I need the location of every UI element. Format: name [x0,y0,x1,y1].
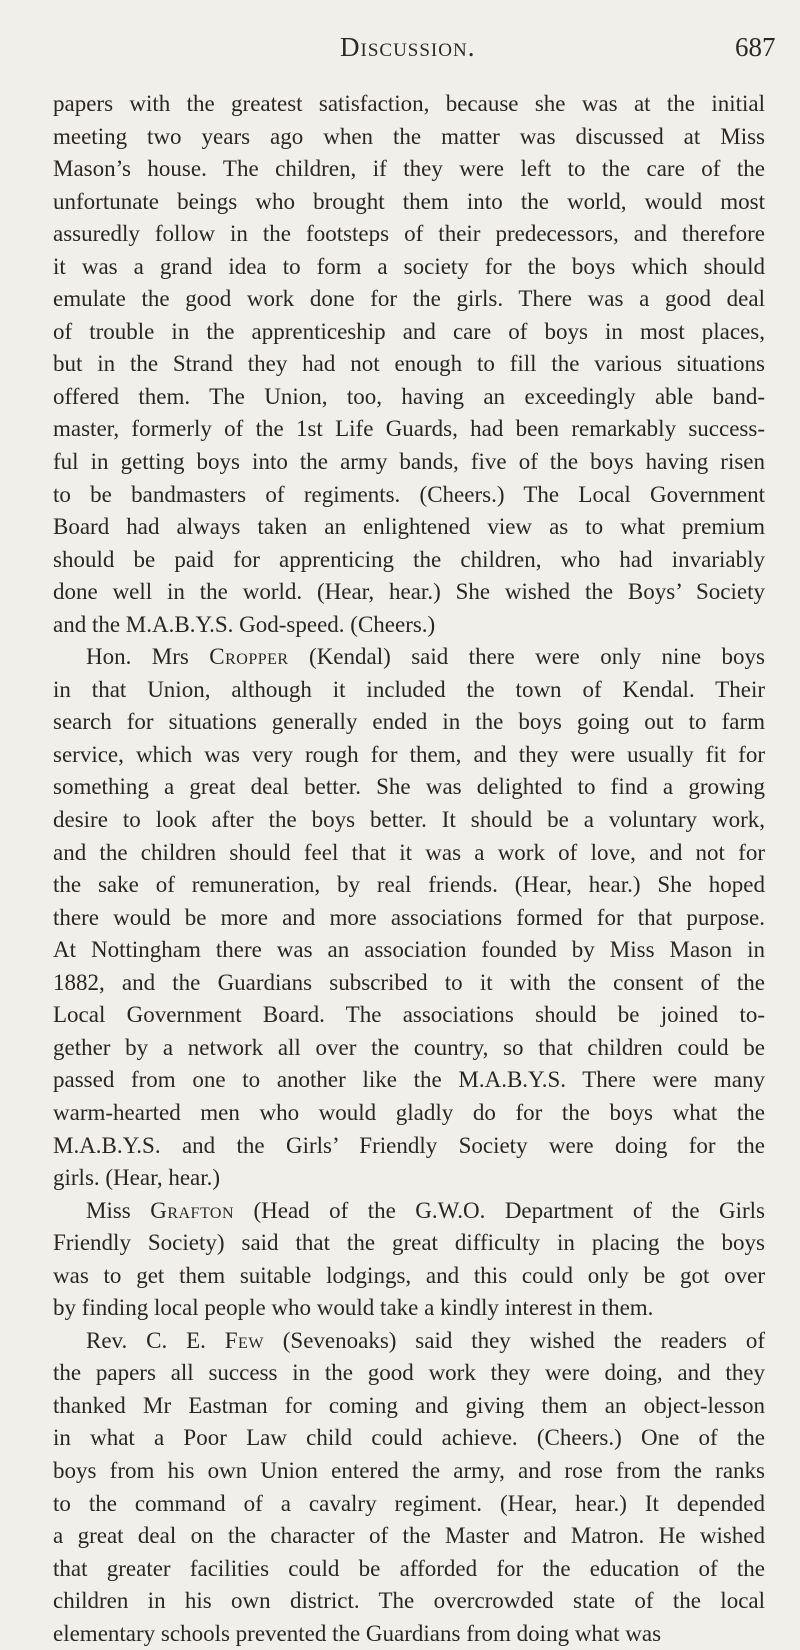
line-text: (Sevenoaks) said they wished the readers of [263,1327,765,1353]
text-line: and the children should feel that it was a work of love, and not for [53,839,765,865]
text-line: was to get them suitable lodgings, and this could only be got over [53,1262,765,1288]
speaker-prefix: Hon. Mrs [86,644,210,670]
line-text: (Kendal) said there were only nine boys [288,644,765,670]
text-line: emulate the good work done for the girls. There was a good deal [53,286,765,312]
text-line: At Nottingham there was an association founded by Miss Mason in [53,937,765,963]
running-title: Discussion. [340,32,476,62]
text-line: should be paid for apprenticing the children, who had invariably [53,546,765,572]
text-line: the sake of remuneration, by real friends. (Hear, hear.) She hoped [53,872,765,898]
text-line: thanked Mr Eastman for coming and giving them an object-lesson [53,1392,765,1418]
text-line [53,1195,765,1228]
text-line: papers with the greatest satisfaction, because she was at the initial [53,91,765,116]
text-line: elementary schools prevented the Guardians from doing what was [53,1620,662,1646]
body-text [53,88,765,1650]
text-line: assuredly follow in the footsteps of their predecessors, and therefore [53,221,765,247]
text-line: meeting two years ago when the matter was discussed at Miss [53,123,765,149]
text-line: but in the Strand they had not enough to fill the various situations [53,351,765,377]
text-line: Mason’s house. The children, if they were left to the care of the [53,156,765,182]
text-line: warm-hearted men who would gladly do for the boys what the [53,1099,765,1125]
text-line: unfortunate beings who brought them into the world, would most [53,188,765,214]
text-line: there would be more and more associations formed for that purpose. [53,904,765,930]
text-line: desire to look after the boys better. It should be a voluntary work, [53,807,765,833]
running-head [0,30,800,70]
speaker-prefix: Miss [86,1197,151,1223]
text-line: a great deal on the character of the Master and Matron. He wished [53,1523,765,1549]
text-line: in what a Poor Law child could achieve. (Cheers.) One of the [53,1425,765,1451]
text-line [53,641,765,674]
speaker-name: Cropper [209,644,289,670]
text-line: the papers all success in the good work they were doing, and they [53,1360,765,1386]
text-line: girls. (Hear, hear.) [53,1165,221,1191]
page-number: 687 [735,32,776,62]
text-line: offered them. The Union, too, having an exceedingly able band- [53,383,765,409]
text-line: to the command of a cavalry regiment. (Hear, hear.) It depended [53,1490,765,1516]
text-line: Board had always taken an enlightened view as to what premium [53,514,765,540]
line-text: (Head of the G.W.O. Department of the Girls [234,1197,765,1223]
text-line: search for situations generally ended in the boys going out to farm [53,709,765,735]
text-line: service, which was very rough for them, and they were usually fit for [53,741,765,767]
text-line: it was a grand idea to form a society for the boys which should [53,253,765,279]
text-line: done well in the world. (Hear, hear.) She wished the Boys’ Society [53,579,765,605]
speaker-name: Few [224,1327,264,1353]
text-line: M.A.B.Y.S. and the Girls’ Friendly Society were doing for the [53,1132,765,1158]
text-line: by finding local people who would take a kindly interest in them. [53,1295,654,1321]
text-line: to be bandmasters of regiments. (Cheers.) The Local Government [53,481,765,507]
text-line: ful in getting boys into the army bands, five of the boys having risen [53,449,765,475]
text-line: passed from one to another like the M.A.B.Y.S. There were many [53,1067,765,1093]
text-line: gether by a network all over the country, so that children could be [53,1034,765,1060]
text-line [53,1325,765,1358]
text-line: Friendly Society) said that the great difficulty in placing the boys [53,1230,765,1256]
speaker-prefix: Rev. C. E. [86,1327,225,1353]
text-line: Local Government Board. The associations should be joined to- [53,1002,765,1028]
text-line: children in his own district. The overcrowded state of the local [53,1588,765,1614]
text-line: 1882, and the Guardians subscribed to it with the consent of the [53,969,765,995]
text-line: master, formerly of the 1st Life Guards, had been remarkably success- [53,416,765,442]
text-line: that greater facilities could be afforded for the education of the [53,1555,765,1581]
text-line: and the M.A.B.Y.S. God-speed. (Cheers.) [53,611,436,637]
text-line: boys from his own Union entered the army, and rose from the ranks [53,1457,765,1483]
text-line: something a great deal better. She was delighted to find a growing [53,774,765,800]
text-line: of trouble in the apprenticeship and care of boys in most places, [53,318,765,344]
speaker-name: Grafton [150,1197,235,1223]
text-line: in that Union, although it included the town of Kendal. Their [53,676,765,702]
